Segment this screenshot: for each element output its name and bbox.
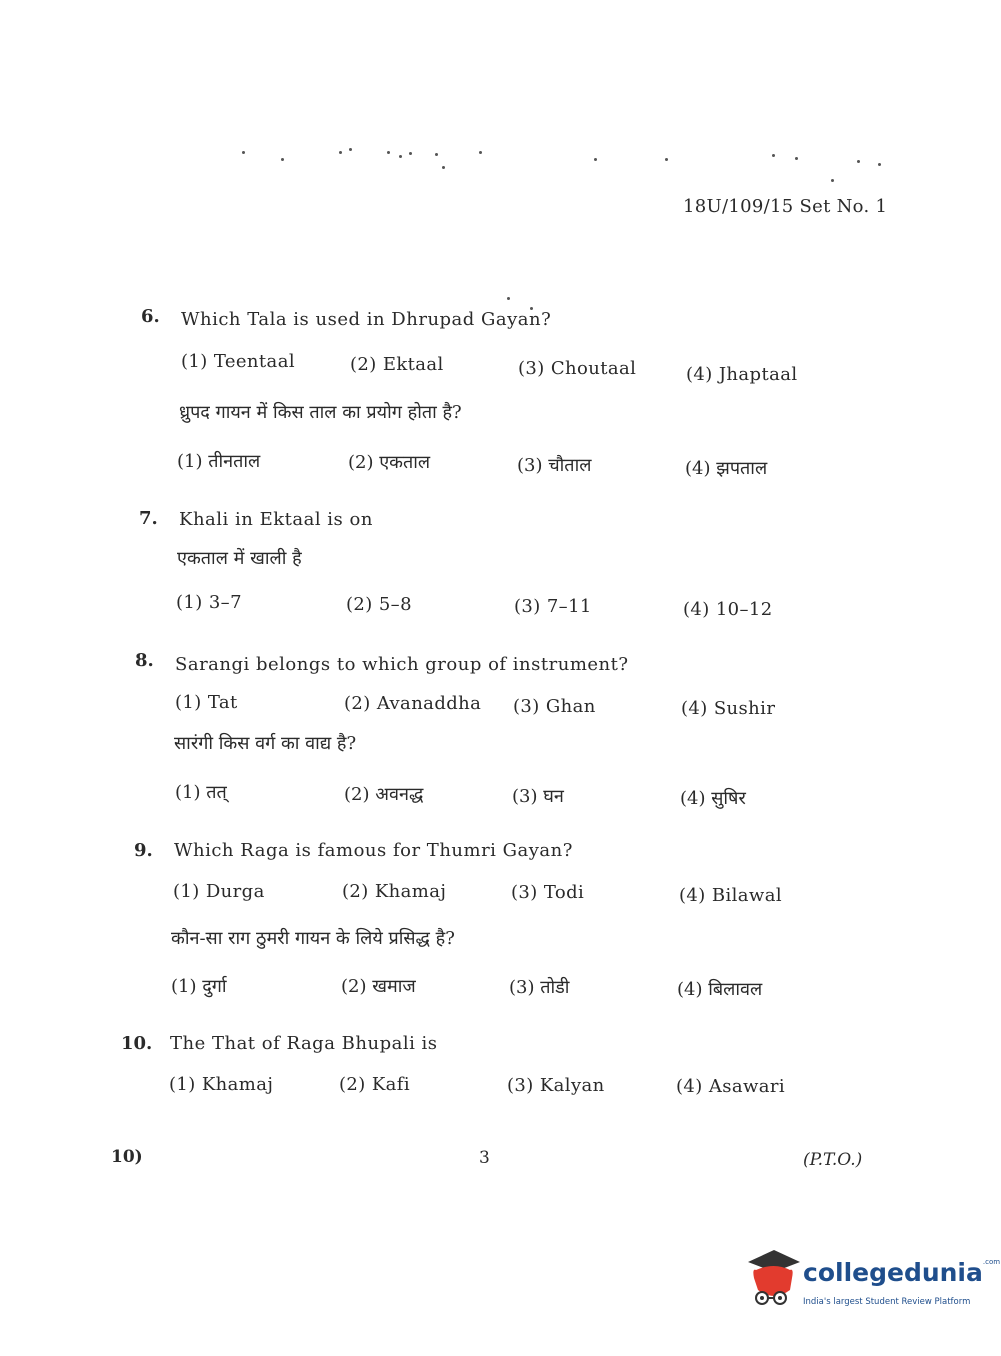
footer-code: 10): [111, 1147, 143, 1167]
question-6-option-3-hindi: (3) चौताल: [517, 455, 592, 476]
question-9-text: Which Raga is famous for Thumri Gayan?: [174, 840, 573, 861]
question-10-number: 10.: [121, 1033, 153, 1054]
question-8-option-2: (2) Avanaddha: [344, 693, 482, 714]
question-6-option-1: (1) Teentaal: [181, 351, 295, 372]
question-6-option-4-hindi: (4) झपताल: [685, 458, 768, 479]
collegedunia-tagline: India's largest Student Review Platform: [803, 1297, 971, 1307]
question-7-text: Khali in Ektaal is on: [179, 509, 373, 530]
question-9-option-4: (4) Bilawal: [679, 885, 782, 906]
question-6-option-3: (3) Choutaal: [518, 358, 637, 379]
question-6-number: 6.: [141, 306, 160, 327]
question-8-option-3: (3) Ghan: [513, 696, 596, 717]
question-9-option-1-hindi: (1) दुर्गा: [171, 976, 227, 997]
question-8-option-1: (1) Tat: [175, 692, 238, 713]
question-9-number: 9.: [134, 840, 153, 861]
question-9-option-4-hindi: (4) बिलावल: [677, 979, 763, 1000]
question-9-text-hindi: कौन-सा राग ठुमरी गायन के लिये प्रसिद्ध है?: [171, 928, 455, 949]
question-8-option-3-hindi: (3) घन: [512, 786, 564, 807]
question-10-option-3: (3) Kalyan: [507, 1075, 605, 1096]
question-10-option-1: (1) Khamaj: [169, 1074, 274, 1095]
question-9-option-2-hindi: (2) खमाज: [341, 976, 416, 997]
set-number: 18U/109/15 Set No. 1: [683, 196, 888, 217]
question-6-text: Which Tala is used in Dhrupad Gayan?: [181, 309, 552, 330]
question-7-option-4: (4) 10–12: [683, 599, 773, 620]
page-number: 3: [479, 1148, 490, 1168]
question-6-option-2: (2) Ektaal: [350, 354, 444, 375]
collegedunia-wordmark: [803, 1258, 1000, 1287]
question-9-option-1: (1) Durga: [173, 881, 265, 902]
question-9-option-3: (3) Todi: [511, 882, 585, 903]
question-7-text-hindi: एकताल में खाली है: [177, 548, 302, 569]
question-8-number: 8.: [135, 650, 154, 671]
question-8-option-4-hindi: (4) सुषिर: [680, 788, 746, 809]
question-7-option-2: (2) 5–8: [346, 594, 412, 615]
pto-label: (P.T.O.): [803, 1150, 863, 1170]
question-7-option-1: (1) 3–7: [176, 592, 242, 613]
question-6-option-2-hindi: (2) एकताल: [348, 452, 431, 473]
question-9-option-2: (2) Khamaj: [342, 881, 447, 902]
question-7-number: 7.: [139, 508, 158, 529]
question-10-option-4: (4) Asawari: [676, 1076, 786, 1097]
question-6-text-hindi: ध्रुपद गायन में किस ताल का प्रयोग होता है?: [179, 402, 462, 423]
collegedunia-mascot-icon: [744, 1248, 802, 1312]
logo-suffix: .com: [982, 1258, 1001, 1266]
question-7-option-3: (3) 7–11: [514, 596, 592, 617]
question-8-text: Sarangi belongs to which group of instrument?: [175, 654, 629, 675]
logo-name: collegedunia: [803, 1258, 983, 1287]
question-8-option-2-hindi: (2) अवनद्ध: [344, 784, 424, 805]
question-10-option-2: (2) Kafi: [339, 1074, 411, 1095]
question-10-text: The That of Raga Bhupali is: [170, 1033, 438, 1054]
question-8-text-hindi: सारंगी किस वर्ग का वाद्य है?: [174, 733, 357, 754]
question-8-option-4: (4) Sushir: [681, 698, 776, 719]
question-6-option-4: (4) Jhaptaal: [686, 364, 798, 385]
question-6-option-1-hindi: (1) तीनताल: [177, 451, 261, 472]
question-8-option-1-hindi: (1) तत्: [175, 782, 227, 803]
question-9-option-3-hindi: (3) तोडी: [509, 977, 570, 998]
